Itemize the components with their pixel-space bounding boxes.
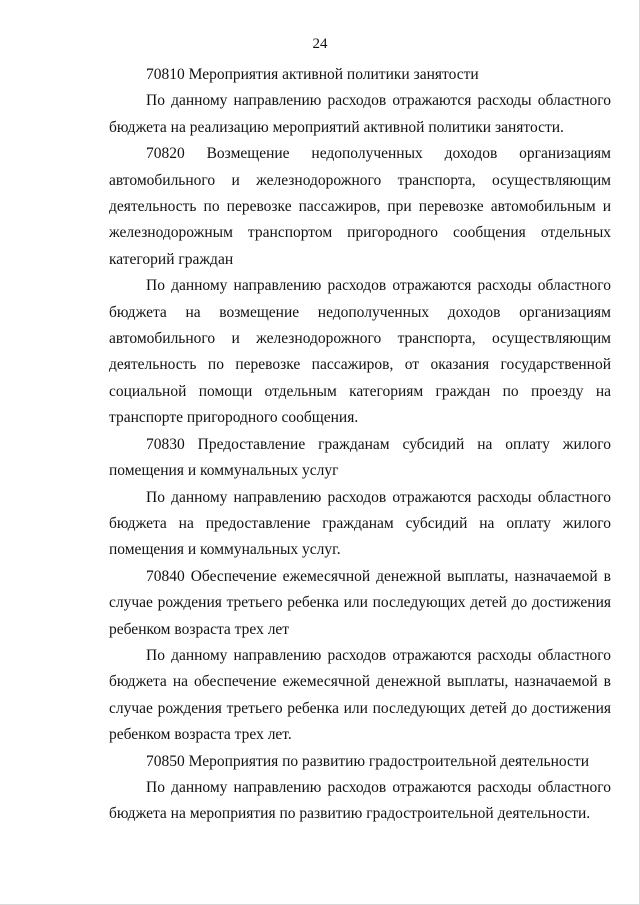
section-heading-70830: 70830 Предоставление гражданам субсидий на оплату жилого помещения и коммунальных услуг <box>109 435 611 480</box>
section-text-70810: По данному направлению расходов отражаются расходы областного бюджета на реализацию мероприятий активной политики занятости. <box>109 92 611 136</box>
section-text-70850: По данному направлению расходов отражаются расходы областного бюджета на мероприятия по развитию градостроительной деятельности. <box>109 778 611 823</box>
section-text-70840: По данному направлению расходов отражаются расходы областного бюджета на обеспечение ежемесячной денежной выплаты, назначаемой в случае рождения третьего ребенка или последующих детей до достижения ребенком возраста трех лет. <box>109 646 611 744</box>
section-heading-70810: 70810 Мероприятия активной политики занятости <box>146 66 479 83</box>
page-number: 24 <box>312 36 328 52</box>
section-heading-70820: 70820 Возмещение недополученных доходов организациям автомобильного и железнодорожного транспорта, осуществляющим деятельность по перевозке пассажиров, при перевозке автомобильным и железнодорожным транспортом пригородного сообщения отдельных категорий граждан <box>109 145 611 268</box>
section-heading-70850: 70850 Мероприятия по развитию градостроительной деятельности <box>146 752 589 770</box>
section-text-70830: По данному направлению расходов отражаются расходы областного бюджета на предоставление гражданам субсидий на оплату жилого помещения и коммунальных услуг. <box>109 488 611 559</box>
section-heading-70840: 70840 Обеспечение ежемесячной денежной выплаты, назначаемой в случае рождения третьего ребенка или последующих детей до достижения ребенком возраста трех лет <box>109 567 611 638</box>
section-text-70820: По данному направлению расходов отражаются расходы областного бюджета на возмещение недополученных доходов организациям автомобильного и железнодорожного транспорта, осуществляющим деятельность по перевозке пассажиров, от оказания государственной социальной помощи отдельным категориям граждан по проезду на транспорте пригородного сообщения. <box>109 277 611 427</box>
document-body <box>109 62 611 828</box>
